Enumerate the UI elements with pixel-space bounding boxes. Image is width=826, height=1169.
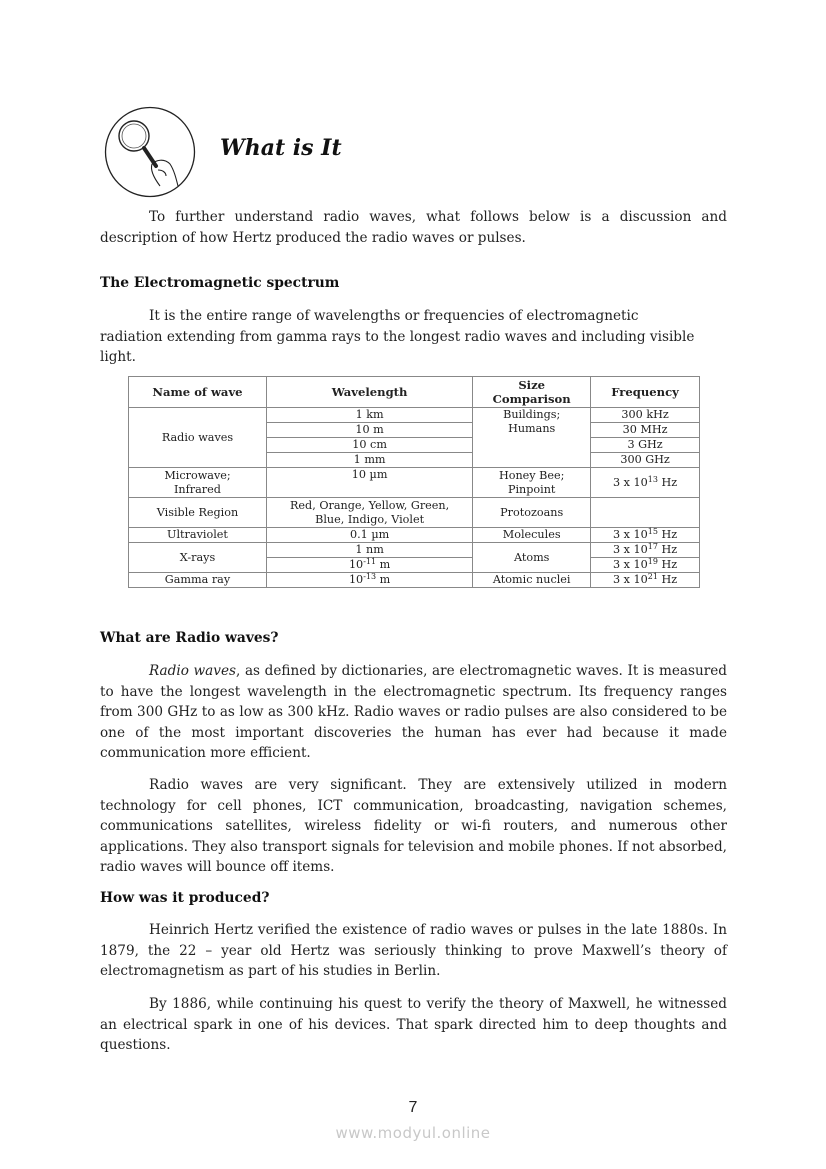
- table-row: [129, 468, 700, 498]
- cell-wave-name: X-rays: [129, 543, 267, 573]
- radio-waves-paragraph-1: Radio waves, as defined by dictionaries, are electromagnetic waves. It is measured to have the longest wavelength in the electromagnetic spectrum. Its frequency ranges from 300 GHz to as low as 300 kHz. Radio waves or radio pulses are also considered to be one of the most important discoveries the human has ever had because it made communication more efficient.: [100, 663, 727, 762]
- cell-frequency: 3 x $10^{19}$ Hz: [591, 558, 700, 573]
- cell-size: Molecules: [473, 528, 591, 543]
- cell-frequency: 3 GHz: [591, 438, 700, 453]
- how-produced-paragraph-2: By 1886, while continuing his quest to verify the theory of Maxwell, he witnessed an electrical spark in one of his devices. That spark directed him to deep thoughts and questions.: [100, 996, 727, 1054]
- magnifying-glass-icon: [104, 106, 196, 198]
- cell-wave-name: Radio waves: [129, 408, 267, 468]
- table-row: [129, 408, 700, 423]
- cell-wave-name: Microwave; Infrared: [129, 468, 267, 498]
- watermark: www.modyul.online: [335, 1124, 491, 1142]
- cell-size: Buildings; Humans: [473, 408, 591, 468]
- cell-size: Protozoans: [473, 498, 591, 528]
- cell-size: Atoms: [473, 543, 591, 573]
- cell-wavelength: 10 m: [266, 423, 472, 438]
- page-number: 7: [408, 1099, 418, 1116]
- cell-wavelength: 10 cm: [266, 438, 472, 453]
- page-title: What is It: [220, 135, 342, 161]
- cell-wavelength: 0.1 µm: [266, 528, 472, 543]
- section-heading-radio-waves: What are Radio waves?: [100, 630, 279, 646]
- cell-frequency: 3 x $10^{15}$ Hz: [591, 528, 700, 543]
- table-row: [129, 498, 700, 528]
- cell-wavelength: Red, Orange, Yellow, Green, Blue, Indigo, Violet: [266, 498, 472, 528]
- intro-paragraph: To further understand radio waves, what follows below is a discussion and description of how Hertz produced the radio waves or pulses.: [100, 209, 727, 246]
- cell-size: Honey Bee; Pinpoint: [473, 468, 591, 498]
- table-row: [129, 528, 700, 543]
- cell-wave-name: Visible Region: [129, 498, 267, 528]
- cell-wavelength: 1 nm: [266, 543, 472, 558]
- electromagnetic-spectrum-table: [128, 376, 700, 588]
- radio-waves-paragraph-2: Radio waves are very significant. They are extensively utilized in modern technology for cell phones, ICT communication, broadcasting, navigation schemes, communications satellites, wireless fidelity or wi-fi routers, and numerous other applications. They also transport signals for television and mobile phones. If not absorbed, radio waves will bounce off items.: [100, 777, 727, 876]
- cell-wavelength: $10^{-11}$ m: [266, 558, 472, 573]
- header-name-of-wave: Name of wave: [129, 377, 267, 408]
- table-header-row: [129, 377, 700, 408]
- table-row: [129, 543, 700, 558]
- table-row: [129, 573, 700, 588]
- cell-wavelength: 1 km: [266, 408, 472, 423]
- header-wavelength: Wavelength: [266, 377, 472, 408]
- cell-frequency: 300 GHz: [591, 453, 700, 468]
- cell-frequency: 30 MHz: [591, 423, 700, 438]
- header-size-comparison: Size Comparison: [473, 377, 591, 408]
- cell-frequency: [591, 498, 700, 528]
- cell-wavelength: $10^{-13}$ m: [266, 573, 472, 588]
- cell-wave-name: Gamma ray: [129, 573, 267, 588]
- cell-frequency: 3 x $10^{17}$ Hz: [591, 543, 700, 558]
- how-produced-paragraph-1: Heinrich Hertz verified the existence of radio waves or pulses in the late 1880s. In 1879, the 22 – year old Hertz was seriously thinking to prove Maxwell’s theory of electromagnetism as part of his studies in Berlin.: [100, 922, 727, 980]
- cell-wavelength: 1 mm: [266, 453, 472, 468]
- cell-frequency: 300 kHz: [591, 408, 700, 423]
- cell-size: Atomic nuclei: [473, 573, 591, 588]
- section-heading-spectrum: The Electromagnetic spectrum: [100, 275, 340, 291]
- header-frequency: Frequency: [591, 377, 700, 408]
- cell-frequency: 3 x $10^{21}$ Hz: [591, 573, 700, 588]
- cell-wavelength: 10 µm: [266, 468, 472, 498]
- cell-wave-name: Ultraviolet: [129, 528, 267, 543]
- cell-frequency: 3 x $10^{13}$ Hz: [591, 468, 700, 498]
- section-heading-how-produced: How was it produced?: [100, 890, 270, 906]
- spectrum-paragraph: It is the entire range of wavelengths or frequencies of electromagnetic radiation extending from gamma rays to the longest radio waves and including visible light.: [100, 308, 695, 366]
